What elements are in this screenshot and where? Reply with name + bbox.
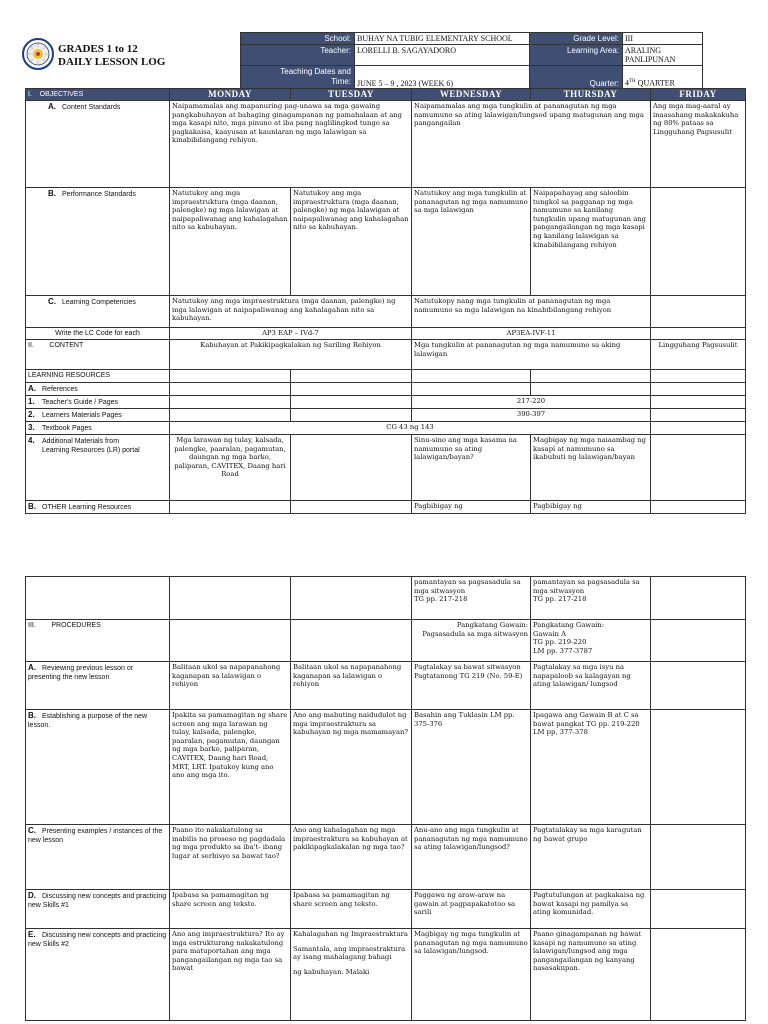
performance-standards-tue: Natutukoy ang mga impraestruktura (mga daanan, palengke) ng mga lalawigan at naipapaliwanag ang kahalagahan nito sa kabuhayan.: [291, 188, 412, 296]
competencies-montue: Natutukoy ang mga impraestruktura (mga daanan, palengke) ng mga lalawigan at naipapaliwanag ang kahalagahan nito sa kabuhayan.: [170, 296, 412, 328]
procedures-thu-3: TG pp. 219-220: [533, 638, 587, 647]
step-b-text: Establishing a purpose of the new lesson.: [28, 713, 148, 729]
step-c-label: [26, 825, 170, 890]
step-a-label: [26, 662, 170, 710]
school-label: School:: [241, 33, 355, 45]
learning-resources-label: LEARNING RESOURCES: [26, 370, 170, 383]
teacher-value: LORELLI B. SAGAYADORO: [355, 45, 530, 66]
step-e-wed: Magbigay ng mga tungkulin at pananagutan ng mga namumuno sa lalawigan/lungsod.: [412, 929, 531, 1021]
learners-materials-text: Learners Materials Pages: [42, 412, 122, 419]
procedures-thu-2: Gawain A: [533, 629, 566, 638]
procedures-text: PROCEDURES: [51, 622, 101, 629]
lesson-log-table-2: [25, 576, 746, 1021]
step-e-mon: Ano ang impraestruktura? Ito ay mga estrukturang nakakatulong para matuportahan ang mga pangangailangan ng mga tao sa bawat: [170, 929, 291, 1021]
step-d-wed: Paggawa ng araw-araw na gawain at pagpapakatotoo sa sarili: [412, 890, 531, 929]
content-standards-letter: A.: [48, 102, 56, 111]
dates-label-2: Time:: [331, 77, 351, 86]
step-b-letter: B.: [28, 711, 36, 720]
step-d-thu: Pagtutulungan at pagkakaisa ng bawat kasapi ng pamilya sa ating komunidad.: [531, 890, 651, 929]
lesson-log-table-1: [25, 88, 746, 514]
step-c-letter: C.: [28, 826, 36, 835]
content-standards-label: [26, 101, 170, 188]
step-c-mon: Paano ito nakakatulong sa mabilis na proseso ng pagdadala ng mga produkto sa iba't- ibang lugar at serbisyo sa bawat tao?: [170, 825, 291, 890]
step-a-mon: Balitaan ukol sa napapanahong kaganapan sa lalawigan o rehiyon: [170, 662, 291, 710]
step-c-tue: Ano ang kahalagahan ng mga impraestraktura sa kabuhayan at pakikipagkalakalan ng mga tao?: [291, 825, 412, 890]
teachers-guide-wedthu: 217-220: [412, 396, 651, 409]
day-thursday: THURSDAY: [531, 89, 651, 101]
performance-standards-thu: Naipapahayag ang saloobin tungkol sa pagganap ng mga namumuno sa kanilang tungkulin upang matugunan ang pangangailangan ng mga kasapi ng kanilang lalawigan sa kinabibilangang rehiyon: [531, 188, 651, 296]
teachers-guide-text: Teacher's Guide / Pages: [42, 399, 119, 406]
procedures-thu: [531, 620, 651, 662]
quarter-sup: TH: [629, 79, 636, 85]
references-label: [26, 383, 170, 396]
day-wednesday: WEDNESDAY: [412, 89, 531, 101]
step-c-text: Presenting examples / instances of the new lesson: [28, 828, 163, 844]
continuation-wed: [412, 577, 531, 620]
header-info-table: [240, 32, 703, 90]
objectives-label: OBJECTIVES: [39, 91, 84, 98]
quarter-num: 4: [625, 79, 629, 88]
textbook-text: Textbook Pages: [42, 425, 92, 432]
step-d-mon: Ipabasa sa pamamagitan ng share screen ang teksto.: [170, 890, 291, 929]
day-friday: FRIDAY: [651, 89, 746, 101]
learners-materials-label: [26, 409, 170, 422]
textbook-label: [26, 422, 170, 435]
performance-standards-wed: Natutukoy ang mga tungkulin at pananagutan ng mga namumuno sa mga lalawigan: [412, 188, 531, 296]
school-value: BUHAY NA TUBIG ELEMENTARY SCHOOL: [355, 33, 530, 45]
content-fri: Lingguhang Pagsusulit: [651, 340, 746, 370]
lc-code-label: Write the LC Code for each: [26, 328, 170, 340]
step-e-tue-1: Kahalagahan ng Impraestraktura: [293, 930, 408, 938]
step-c-wed: Anu-ano ang mga tungkulin at pananagutan ng mga namumuno sa ating lalawigan/lungsod?: [412, 825, 531, 890]
performance-standards-label: [26, 188, 170, 296]
content-standards-wedthu: Naipamamalas ang mga tungkulin at pananagutan ng mga namumuno sa ating lalawigan/lungsod upang matugunan ang mga pangangailan: [412, 101, 651, 188]
grade-value: III: [623, 33, 703, 45]
dates-label-1: Teaching Dates and: [280, 67, 351, 76]
content-standards-fri: Ang mga mag-aaral ay inaasahang makakakuha ng 80% pataas sa Lingguhang Pagsusulit: [651, 101, 746, 188]
additional-materials-letter: 4.: [28, 436, 35, 445]
dates-label: [241, 66, 355, 90]
continuation-wed-text: pamantayan sa pagsasadula sa mga sitwasyon: [414, 578, 521, 595]
other-resources-wed: Pagbibigay ng: [412, 501, 531, 514]
step-b-thu: Ipagawa ang Gawain B at C sa bawat pangkat TG pp. 219-220 LM pp, 377-378: [531, 710, 651, 825]
additional-materials-text-2: Learning Resources (LR) portal: [42, 447, 140, 454]
quarter-label: Quarter:: [530, 66, 623, 90]
step-d-letter: D.: [28, 891, 36, 900]
procedures-label: [26, 620, 170, 662]
step-c-thu: Pagtatalakay sa mga karagutan ng bawat grupo: [531, 825, 651, 890]
learners-materials-letter: 2.: [28, 410, 35, 419]
teacher-label: Teacher:: [241, 45, 355, 66]
step-b-wed: Basahin ang Tuklasin LM pp. 375-376: [412, 710, 531, 825]
step-d-tue: Ipabasa sa pamamagitan ng share screen ang teksto.: [291, 890, 412, 929]
content-label: [26, 340, 170, 370]
step-e-text: Discussing new concepts and practicing new Skills #2: [28, 932, 167, 948]
step-a-text: Reviewing previous lesson or presenting the new lesson: [28, 665, 134, 681]
learners-materials-wedthu: 390-397: [412, 409, 651, 422]
step-e-tue-2: Samantala, ang impraestraktura ay isang mahalagang bahagi: [293, 944, 406, 962]
other-resources-text: OTHER Learning Resources: [42, 504, 132, 511]
performance-standards-fri: [651, 188, 746, 296]
competencies-letter: C.: [48, 297, 56, 306]
additional-materials-mon: Mga larawan ng tulay, kalsada, palengke, paaralan, pagamutan, daungan ng mga barko, paliparan, CAVITEX, Daang hari Road: [170, 435, 291, 501]
lc-code-wedthu: AP3EA-IVF-11: [412, 328, 651, 340]
content-num: II.: [28, 342, 34, 349]
day-tuesday: TUESDAY: [291, 89, 412, 101]
step-b-label: [26, 710, 170, 825]
step-b-tue: Ano ang mabuting naidudulot ng mga impraestraktura sa kabuhayan ng mga mamamayan?: [291, 710, 412, 825]
additional-materials-wed: Sinu-sino ang mga kasama na namumuno sa ating lalawigan/bayan?: [412, 435, 531, 501]
content-standards-text: Content Standards: [62, 104, 121, 111]
procedures-thu-1: Pangkatang Gawain:: [533, 621, 605, 629]
area-value: ARALING PANLIPUNAN: [623, 45, 703, 66]
competencies-fri: [651, 296, 746, 328]
references-letter: A.: [28, 384, 36, 393]
content-wedthu: Mga tungkulin at pananagutan ng mga namumuno sa aking lalawigan: [412, 340, 651, 370]
teachers-guide-label: [26, 396, 170, 409]
lc-code-montue: AP3 EAP – IVd-7: [170, 328, 412, 340]
form-title: [58, 43, 165, 69]
step-e-thu: Paano ginagampanan ng bawat kasapi ng namumuno sa ating lalawigan/lungsod ang mga pangangailangan ng kanyang nasasakupan.: [531, 929, 651, 1021]
other-resources-label: [26, 501, 170, 514]
competencies-label: [26, 296, 170, 328]
step-a-letter: A.: [28, 663, 36, 672]
continuation-wed-tg: TG pp. 217-218: [414, 595, 468, 604]
references-text: References: [42, 386, 78, 393]
grade-label: Grade Level:: [530, 33, 623, 45]
additional-materials-text-1: Additional Materials from: [42, 438, 120, 445]
textbook-value: CG 43 ng 143: [170, 422, 651, 435]
step-a-wed: Pagtalakay sa bawat sitwasyon Pagtatanong TG 219 (No. 59-E): [412, 662, 531, 710]
performance-standards-text: Performance Standards: [62, 191, 136, 198]
additional-materials-thu: Magbigay ng mga naiaambag ng kasapi at namumuno sa ikabubuti ng lalawigan/bayan: [531, 435, 651, 501]
step-d-text: Discussing new concepts and practicing new Skills #1: [28, 893, 167, 909]
performance-standards-letter: B.: [48, 189, 56, 198]
teachers-guide-letter: 1.: [28, 397, 35, 406]
content-text: CONTENT: [49, 342, 84, 349]
other-resources-letter: B.: [28, 502, 36, 511]
textbook-letter: 3.: [28, 423, 35, 432]
competencies-text: Learning Competencies: [62, 299, 136, 306]
procedures-thu-4: LM pp. 377-3787: [533, 646, 593, 655]
quarter-word: QUARTER: [635, 79, 675, 88]
deped-seal-logo: [22, 38, 54, 70]
area-label: Learning Area:: [530, 45, 623, 66]
step-b-mon: Ipakita sa pamamagitan ng share screen ang mga larawan ng tulay, kalsada, palengke, paaralan, pagamutan, daungan ng mga barko, paliparan, CAVITEX, Daang hari Road, MRT, LRT. Ipatukoy kung ano ano ang mga ito.: [170, 710, 291, 825]
step-e-letter: E.: [28, 930, 36, 939]
competencies-wedthu: Natutukopy nang mga tungkulin at pananagutan ng mga namumuno sa mga lalawigan na kinabibilangang rehiyon: [412, 296, 651, 328]
continuation-thu-text: pamantayan sa pagsasadula sa mga sitwasyon: [533, 578, 640, 595]
content-standards-montue: Naipamamalas ang mapanuring pag-unawa sa mga gawaing pangkabuhayan at bahaging ginagampanan ng pamahalaan at ang mga kasapi nito, mga pinuno at iba pang naglilingkod tungo sa pagkakaisa, kaayusan at kaunlaran ng mga lalawigan sa kinabibilangang rehiyon.: [170, 101, 412, 188]
form-title-line2: DAILY LESSON LOG: [58, 56, 166, 68]
continuation-thu-tg: TG pp. 217-218: [533, 595, 587, 604]
dates-value: JUNE 5 – 9 , 2023 (WEEK 6): [355, 66, 530, 90]
lc-code-fri: [651, 328, 746, 340]
other-resources-thu: Pagbibigay ng: [531, 501, 651, 514]
performance-standards-mon: Natutukoy ang mga impraestruktura (mga daanan, palengke) ng mga lalawigan at naipapaliwanag ang kahalagahan nito sa kabuhayan.: [170, 188, 291, 296]
day-monday: MONDAY: [170, 89, 291, 101]
additional-materials-label: [26, 435, 170, 501]
procedures-wed: Pangkatang Gawain: Pagsasadula sa mga sitwasyon: [412, 620, 531, 662]
step-e-tue-3: ng kabuhayan. Malaki: [293, 967, 370, 976]
objectives-num: I.: [28, 91, 32, 98]
content-montue: Kabuhayan at Pakikipagkalakan ng Sariling Rehiyon: [170, 340, 412, 370]
quarter-value: [623, 66, 703, 90]
step-e-tue: [291, 929, 412, 1021]
form-title-line1: GRADES 1 to 12: [58, 43, 138, 55]
objectives-header: [26, 89, 170, 101]
procedures-num: III.: [28, 622, 36, 629]
step-e-label: [26, 929, 170, 1021]
step-a-thu: Pagtalakay sa mga isyu na napapaloob sa kalagayan ng ating lalawigan/ lungsod: [531, 662, 651, 710]
step-a-tue: Balitaan ukol sa napapanahong kaganapan sa lalawigan o rehiyon: [291, 662, 412, 710]
step-d-label: [26, 890, 170, 929]
continuation-thu: [531, 577, 651, 620]
